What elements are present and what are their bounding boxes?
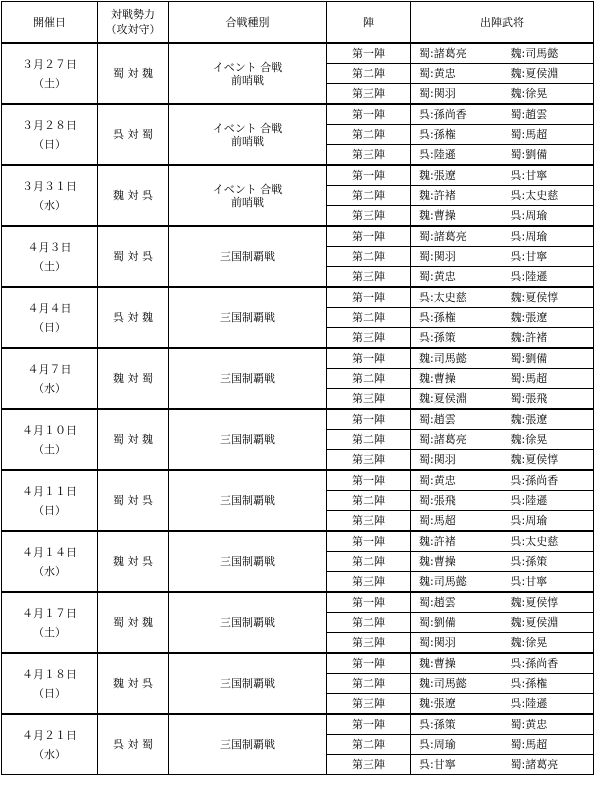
matchup-cell: 魏 対 蜀 bbox=[98, 348, 169, 409]
date-cell bbox=[2, 348, 98, 409]
defender-general: 蜀:馬超 bbox=[503, 125, 594, 145]
defender-general: 呉:陸遜 bbox=[503, 267, 594, 288]
event-date: ３月２７日 bbox=[22, 57, 77, 71]
attacker-general: 蜀:黄忠 bbox=[411, 64, 503, 84]
event-weekday: （日） bbox=[33, 686, 66, 700]
defender-general: 呉:孫尚香 bbox=[503, 653, 594, 674]
attacker-general: 魏:曹操 bbox=[411, 206, 503, 227]
event-date: ４月７日 bbox=[27, 362, 72, 376]
event-date: ４月３日 bbox=[27, 240, 72, 254]
attacker-general: 魏:張遼 bbox=[411, 165, 503, 186]
date-cell bbox=[2, 714, 98, 775]
matchup-cell: 魏 対 呉 bbox=[98, 531, 169, 592]
date-cell bbox=[2, 287, 98, 348]
attacker-general: 魏:許褚 bbox=[411, 186, 503, 206]
battle-type-line2: 前哨戦 bbox=[231, 195, 264, 209]
date-cell bbox=[2, 104, 98, 165]
formation-cell: 第一陣 bbox=[327, 409, 411, 430]
event-weekday: （水） bbox=[33, 381, 66, 395]
attacker-general: 魏:夏侯淵 bbox=[411, 389, 503, 410]
defender-general: 魏:夏侯惇 bbox=[503, 592, 594, 613]
matchup-cell: 呉 対 魏 bbox=[98, 287, 169, 348]
attacker-general: 蜀:諸葛亮 bbox=[411, 226, 503, 247]
event-weekday: （日） bbox=[33, 503, 66, 517]
formation-cell: 第三陣 bbox=[327, 572, 411, 593]
event-date: ３月２８日 bbox=[22, 118, 77, 132]
defender-general: 呉:孫権 bbox=[503, 674, 594, 694]
attacker-general: 蜀:馬超 bbox=[411, 511, 503, 532]
schedule-row bbox=[2, 287, 594, 308]
defender-general: 蜀:趙雲 bbox=[503, 104, 594, 125]
formation-cell: 第二陣 bbox=[327, 491, 411, 511]
defender-general: 呉:周瑜 bbox=[503, 206, 594, 227]
defender-general: 呉:太史慈 bbox=[503, 531, 594, 552]
attacker-general: 蜀:黄忠 bbox=[411, 470, 503, 491]
formation-cell: 第一陣 bbox=[327, 165, 411, 186]
header-matchup-line1: 対戦勢力 bbox=[111, 8, 155, 21]
defender-general: 魏:夏侯惇 bbox=[503, 287, 594, 308]
formation-cell: 第二陣 bbox=[327, 613, 411, 633]
defender-general: 魏:張遼 bbox=[503, 409, 594, 430]
schedule-row bbox=[2, 470, 594, 491]
battle-type-line1: 三国制覇戦 bbox=[220, 311, 275, 324]
attacker-general: 蜀:趙雲 bbox=[411, 409, 503, 430]
battle-type-cell bbox=[169, 165, 327, 226]
attacker-general: 呉:孫尚香 bbox=[411, 104, 503, 125]
attacker-general: 魏:張遼 bbox=[411, 694, 503, 715]
formation-cell: 第三陣 bbox=[327, 267, 411, 288]
matchup-cell: 魏 対 呉 bbox=[98, 653, 169, 714]
battle-type-line2: 前哨戦 bbox=[231, 73, 264, 87]
defender-general: 呉:孫策 bbox=[503, 552, 594, 572]
battle-type-cell bbox=[169, 348, 327, 409]
header-battle-type: 合戦種別 bbox=[169, 2, 327, 44]
attacker-general: 呉:孫策 bbox=[411, 328, 503, 349]
battle-type-cell bbox=[169, 531, 327, 592]
formation-cell: 第三陣 bbox=[327, 206, 411, 227]
formation-cell: 第一陣 bbox=[327, 714, 411, 735]
battle-type-cell bbox=[169, 287, 327, 348]
formation-cell: 第二陣 bbox=[327, 247, 411, 267]
event-date: ３月３１日 bbox=[22, 179, 77, 193]
matchup-cell: 蜀 対 魏 bbox=[98, 409, 169, 470]
date-cell bbox=[2, 409, 98, 470]
attacker-general: 蜀:趙雲 bbox=[411, 592, 503, 613]
schedule-row bbox=[2, 714, 594, 735]
schedule-row bbox=[2, 531, 594, 552]
battle-type-line1: イベント 合戦 bbox=[212, 182, 283, 196]
defender-general: 魏:夏侯淵 bbox=[503, 613, 594, 633]
event-weekday: （土） bbox=[33, 259, 66, 273]
date-cell bbox=[2, 43, 98, 104]
formation-cell: 第三陣 bbox=[327, 145, 411, 166]
defender-general: 蜀:諸葛亮 bbox=[503, 755, 594, 775]
battle-type-line1: イベント 合戦 bbox=[212, 60, 283, 74]
matchup-cell: 蜀 対 魏 bbox=[98, 43, 169, 104]
formation-cell: 第一陣 bbox=[327, 592, 411, 613]
attacker-general: 蜀:関羽 bbox=[411, 450, 503, 471]
formation-cell: 第一陣 bbox=[327, 653, 411, 674]
formation-cell: 第二陣 bbox=[327, 308, 411, 328]
defender-general: 呉:甘寧 bbox=[503, 572, 594, 593]
date-cell bbox=[2, 592, 98, 653]
attacker-general: 呉:太史慈 bbox=[411, 287, 503, 308]
event-date: ４月１０日 bbox=[22, 423, 77, 437]
battle-type-line1: 三国制覇戦 bbox=[220, 677, 275, 690]
header-generals: 出陣武将 bbox=[411, 2, 594, 44]
formation-cell: 第二陣 bbox=[327, 186, 411, 206]
formation-cell: 第三陣 bbox=[327, 511, 411, 532]
defender-general: 呉:甘寧 bbox=[503, 165, 594, 186]
battle-type-cell bbox=[169, 470, 327, 531]
formation-cell: 第一陣 bbox=[327, 470, 411, 491]
defender-general: 呉:周瑜 bbox=[503, 226, 594, 247]
schedule-row bbox=[2, 409, 594, 430]
battle-type-line1: 三国制覇戦 bbox=[220, 250, 275, 263]
header-row bbox=[2, 2, 594, 44]
formation-cell: 第三陣 bbox=[327, 450, 411, 471]
defender-general: 蜀:黄忠 bbox=[503, 714, 594, 735]
battle-type-line1: イベント 合戦 bbox=[212, 121, 283, 135]
schedule-row bbox=[2, 43, 594, 64]
event-date: ４月４日 bbox=[27, 301, 72, 315]
schedule-row bbox=[2, 226, 594, 247]
attacker-general: 蜀:関羽 bbox=[411, 84, 503, 105]
formation-cell: 第二陣 bbox=[327, 674, 411, 694]
defender-general: 呉:甘寧 bbox=[503, 247, 594, 267]
formation-cell: 第二陣 bbox=[327, 64, 411, 84]
header-matchup bbox=[98, 2, 169, 44]
matchup-cell: 蜀 対 呉 bbox=[98, 226, 169, 287]
schedule-row bbox=[2, 348, 594, 369]
battle-type-line1: 三国制覇戦 bbox=[220, 433, 275, 446]
date-cell bbox=[2, 226, 98, 287]
formation-cell: 第三陣 bbox=[327, 755, 411, 775]
formation-cell: 第三陣 bbox=[327, 633, 411, 654]
battle-schedule-table bbox=[1, 1, 594, 775]
event-weekday: （水） bbox=[33, 747, 66, 761]
event-date: ４月２１日 bbox=[22, 728, 77, 742]
battle-type-cell bbox=[169, 104, 327, 165]
defender-general: 魏:徐晃 bbox=[503, 84, 594, 105]
formation-cell: 第一陣 bbox=[327, 43, 411, 64]
formation-cell: 第一陣 bbox=[327, 531, 411, 552]
battle-type-line2: 前哨戦 bbox=[231, 134, 264, 148]
formation-cell: 第二陣 bbox=[327, 369, 411, 389]
date-cell bbox=[2, 470, 98, 531]
event-weekday: （土） bbox=[33, 625, 66, 639]
formation-cell: 第二陣 bbox=[327, 552, 411, 572]
event-date: ４月１８日 bbox=[22, 667, 77, 681]
defender-general: 蜀:劉備 bbox=[503, 145, 594, 166]
schedule-row bbox=[2, 592, 594, 613]
formation-cell: 第二陣 bbox=[327, 735, 411, 755]
event-weekday: （日） bbox=[33, 320, 66, 334]
defender-general: 魏:夏侯淵 bbox=[503, 64, 594, 84]
event-date: ４月１４日 bbox=[22, 545, 77, 559]
schedule-row bbox=[2, 104, 594, 125]
attacker-general: 魏:司馬懿 bbox=[411, 572, 503, 593]
defender-general: 呉:孫尚香 bbox=[503, 470, 594, 491]
defender-general: 魏:徐晃 bbox=[503, 633, 594, 654]
battle-type-cell bbox=[169, 409, 327, 470]
attacker-general: 呉:孫権 bbox=[411, 308, 503, 328]
attacker-general: 魏:曹操 bbox=[411, 552, 503, 572]
event-weekday: （土） bbox=[33, 442, 66, 456]
formation-cell: 第三陣 bbox=[327, 694, 411, 715]
defender-general: 呉:陸遜 bbox=[503, 694, 594, 715]
attacker-general: 蜀:関羽 bbox=[411, 633, 503, 654]
schedule-body bbox=[2, 43, 594, 775]
battle-type-cell bbox=[169, 43, 327, 104]
defender-general: 魏:張遼 bbox=[503, 308, 594, 328]
date-cell bbox=[2, 531, 98, 592]
defender-general: 魏:許褚 bbox=[503, 328, 594, 349]
formation-cell: 第一陣 bbox=[327, 104, 411, 125]
attacker-general: 呉:孫権 bbox=[411, 125, 503, 145]
battle-type-cell bbox=[169, 714, 327, 775]
defender-general: 呉:太史慈 bbox=[503, 186, 594, 206]
battle-type-cell bbox=[169, 226, 327, 287]
event-weekday: （日） bbox=[33, 137, 66, 151]
battle-type-line1: 三国制覇戦 bbox=[220, 555, 275, 568]
defender-general: 蜀:劉備 bbox=[503, 348, 594, 369]
attacker-general: 蜀:劉備 bbox=[411, 613, 503, 633]
defender-general: 魏:夏侯惇 bbox=[503, 450, 594, 471]
attacker-general: 蜀:諸葛亮 bbox=[411, 43, 503, 64]
event-date: ４月１７日 bbox=[22, 606, 77, 620]
matchup-cell: 呉 対 蜀 bbox=[98, 104, 169, 165]
attacker-general: 魏:曹操 bbox=[411, 369, 503, 389]
schedule-row bbox=[2, 165, 594, 186]
defender-general: 蜀:張飛 bbox=[503, 389, 594, 410]
defender-general: 呉:陸遜 bbox=[503, 491, 594, 511]
matchup-cell: 魏 対 呉 bbox=[98, 165, 169, 226]
matchup-cell: 蜀 対 魏 bbox=[98, 592, 169, 653]
matchup-cell: 蜀 対 呉 bbox=[98, 470, 169, 531]
defender-general: 蜀:馬超 bbox=[503, 735, 594, 755]
attacker-general: 魏:司馬懿 bbox=[411, 674, 503, 694]
defender-general: 蜀:馬超 bbox=[503, 369, 594, 389]
schedule-row bbox=[2, 653, 594, 674]
attacker-general: 蜀:関羽 bbox=[411, 247, 503, 267]
header-formation: 陣 bbox=[327, 2, 411, 44]
battle-type-cell bbox=[169, 653, 327, 714]
header-date: 開催日 bbox=[2, 2, 98, 44]
attacker-general: 魏:司馬懿 bbox=[411, 348, 503, 369]
header-matchup-line2: （攻対守） bbox=[105, 23, 161, 36]
formation-cell: 第三陣 bbox=[327, 84, 411, 105]
battle-type-line1: 三国制覇戦 bbox=[220, 494, 275, 507]
attacker-general: 魏:許褚 bbox=[411, 531, 503, 552]
attacker-general: 呉:甘寧 bbox=[411, 755, 503, 775]
date-cell bbox=[2, 165, 98, 226]
formation-cell: 第三陣 bbox=[327, 328, 411, 349]
battle-type-line1: 三国制覇戦 bbox=[220, 738, 275, 751]
attacker-general: 魏:曹操 bbox=[411, 653, 503, 674]
event-weekday: （水） bbox=[33, 564, 66, 578]
attacker-general: 呉:陸遜 bbox=[411, 145, 503, 166]
attacker-general: 蜀:張飛 bbox=[411, 491, 503, 511]
battle-type-cell bbox=[169, 592, 327, 653]
event-date: ４月１１日 bbox=[22, 484, 77, 498]
formation-cell: 第二陣 bbox=[327, 125, 411, 145]
attacker-general: 呉:孫策 bbox=[411, 714, 503, 735]
date-cell bbox=[2, 653, 98, 714]
event-weekday: （土） bbox=[33, 76, 66, 90]
formation-cell: 第一陣 bbox=[327, 287, 411, 308]
formation-cell: 第三陣 bbox=[327, 389, 411, 410]
formation-cell: 第一陣 bbox=[327, 348, 411, 369]
attacker-general: 蜀:諸葛亮 bbox=[411, 430, 503, 450]
formation-cell: 第二陣 bbox=[327, 430, 411, 450]
defender-general: 呉:周瑜 bbox=[503, 511, 594, 532]
battle-type-line1: 三国制覇戦 bbox=[220, 616, 275, 629]
defender-general: 魏:司馬懿 bbox=[503, 43, 594, 64]
formation-cell: 第一陣 bbox=[327, 226, 411, 247]
event-weekday: （水） bbox=[33, 198, 66, 212]
attacker-general: 蜀:黄忠 bbox=[411, 267, 503, 288]
attacker-general: 呉:周瑜 bbox=[411, 735, 503, 755]
matchup-cell: 呉 対 蜀 bbox=[98, 714, 169, 775]
defender-general: 魏:徐晃 bbox=[503, 430, 594, 450]
battle-type-line1: 三国制覇戦 bbox=[220, 372, 275, 385]
